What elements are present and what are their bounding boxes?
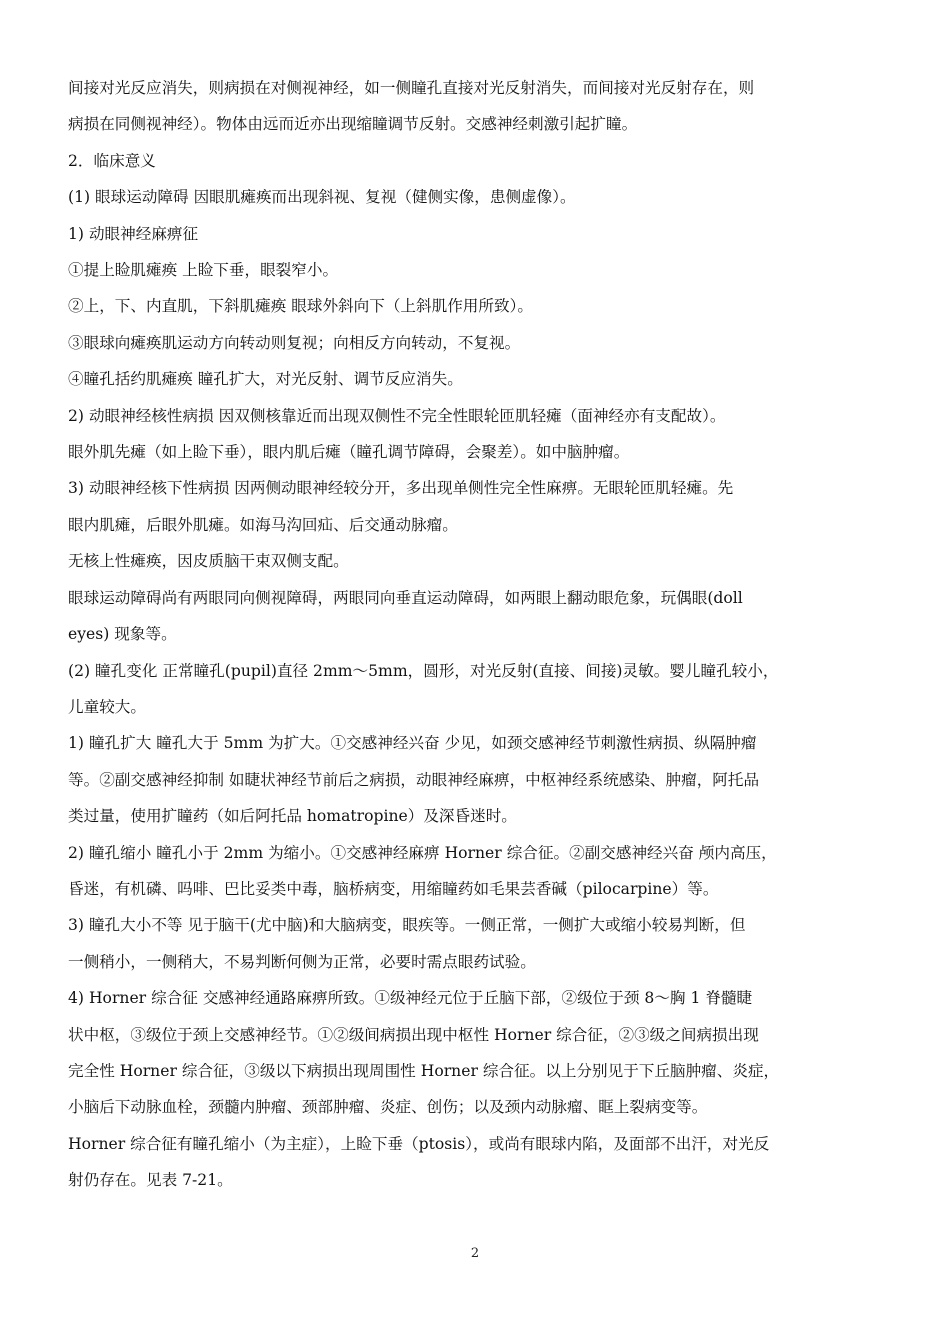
text-line: 1) 瞳孔扩大 瞳孔大于 5mm 为扩大。①交感神经兴奋 少见，如颈交感神经节刺激性病损、纵隔肿瘤 <box>68 734 757 753</box>
text-line: 2) 动眼神经核性病损 因双侧核靠近而出现双侧性不完全性眼轮匝肌轻瘫（面神经亦有支配故）。 <box>68 406 726 425</box>
text-line: 眼球运动障碍尚有两眼同向侧视障碍，两眼同向垂直运动障碍，如两眼上翻动眼危象，玩偶眼(doll <box>68 588 743 607</box>
text-line: 等。②副交感神经抑制 如睫状神经节前后之病损，动眼神经麻痹，中枢神经系统感染、肿瘤，阿托品 <box>68 770 760 789</box>
text-line: 无核上性瘫痪，因皮质脑干束双侧支配。 <box>68 552 349 571</box>
body-text <box>68 70 886 1199</box>
text-line: ③眼球向瘫痪肌运动方向转动则复视；向相反方向转动，不复视。 <box>68 333 521 352</box>
subsection-heading: (1) 眼球运动障碍 因眼肌瘫痪而出现斜视、复视（健侧实像，患侧虚像）。 <box>68 188 576 207</box>
page-number: 2 <box>470 1246 480 1261</box>
text-line: 一侧稍小，一侧稍大，不易判断何侧为正常，必要时需点眼药试验。 <box>68 952 536 971</box>
subsection-heading: (2) 瞳孔变化 正常瞳孔(pupil)直径 2mm～5mm，圆形，对光反射(直接、间接)灵敏。婴儿瞳孔较小， <box>68 661 779 680</box>
text-line: ④瞳孔括约肌瘫痪 瞳孔扩大，对光反射、调节反应消失。 <box>68 370 463 389</box>
text-line: 完全性 Horner 综合征，③级以下病损出现周围性 Horner 综合征。以上分别见于下丘脑肿瘤、炎症， <box>68 1061 780 1080</box>
text-line: 1) 动眼神经麻痹征 <box>68 224 199 243</box>
text-line: 眼内肌瘫，后眼外肌瘫。如海马沟回疝、后交通动脉瘤。 <box>68 515 458 534</box>
text-line: 眼外肌先瘫（如上睑下垂），眼内肌后瘫（瞳孔调节障碍，会聚差）。如中脑肿瘤。 <box>68 443 630 462</box>
text-line: 类过量，使用扩瞳药（如后阿托品 homatropine）及深昏迷时。 <box>68 807 517 826</box>
text-line: eyes) 现象等。 <box>68 625 177 644</box>
text-line: 间接对光反应消失，则病损在对侧视神经，如一侧瞳孔直接对光反射消失，而间接对光反射存在，则 <box>68 79 755 97</box>
text-line: Horner 综合征有瞳孔缩小（为主症），上睑下垂（ptosis），或尚有眼球内陷，及面部不出汗，对光反 <box>68 1134 770 1153</box>
section-heading: 2．临床意义 <box>68 151 156 170</box>
text-line: 儿童较大。 <box>68 697 146 716</box>
text-line: 小脑后下动脉血栓，颈髓内肿瘤、颈部肿瘤、炎症、创伤；以及颈内动脉瘤、眶上裂病变等。 <box>68 1098 708 1117</box>
text-line: 状中枢，③级位于颈上交感神经节。①②级间病损出现中枢性 Horner 综合征，②③级之间病损出现 <box>68 1025 759 1044</box>
text-line: 病损在同侧视神经）。物体由远而近亦出现缩瞳调节反射。交感神经刺激引起扩瞳。 <box>68 115 638 134</box>
text-line: 4) Horner 综合征 交感神经通路麻痹所致。①级神经元位于丘脑下部，②级位于颈 8～胸 1 脊髓睫 <box>68 989 753 1008</box>
text-line: ①提上睑肌瘫痪 上睑下垂，眼裂窄小。 <box>68 261 339 280</box>
text-line: 昏迷，有机磷、吗啡、巴比妥类中毒，脑桥病变，用缩瞳药如毛果芸香碱（pilocarpine）等。 <box>68 879 719 898</box>
text-line: 3) 动眼神经核下性病损 因两侧动眼神经较分开，多出现单侧性完全性麻痹。无眼轮匝肌轻瘫。先 <box>68 479 734 498</box>
text-line: ②上，下、内直肌，下斜肌瘫痪 眼球外斜向下（上斜肌作用所致）。 <box>68 297 533 316</box>
text-line: 射仍存在。见表 7-21。 <box>68 1171 233 1190</box>
text-line: 3) 瞳孔大小不等 见于脑干(尤中脑)和大脑病变，眼疾等。一侧正常，一侧扩大或缩小较易判断，但 <box>68 916 746 935</box>
text-line: 2) 瞳孔缩小 瞳孔小于 2mm 为缩小。①交感神经麻痹 Horner 综合征。②副交感神经兴奋 颅内高压， <box>68 843 777 862</box>
